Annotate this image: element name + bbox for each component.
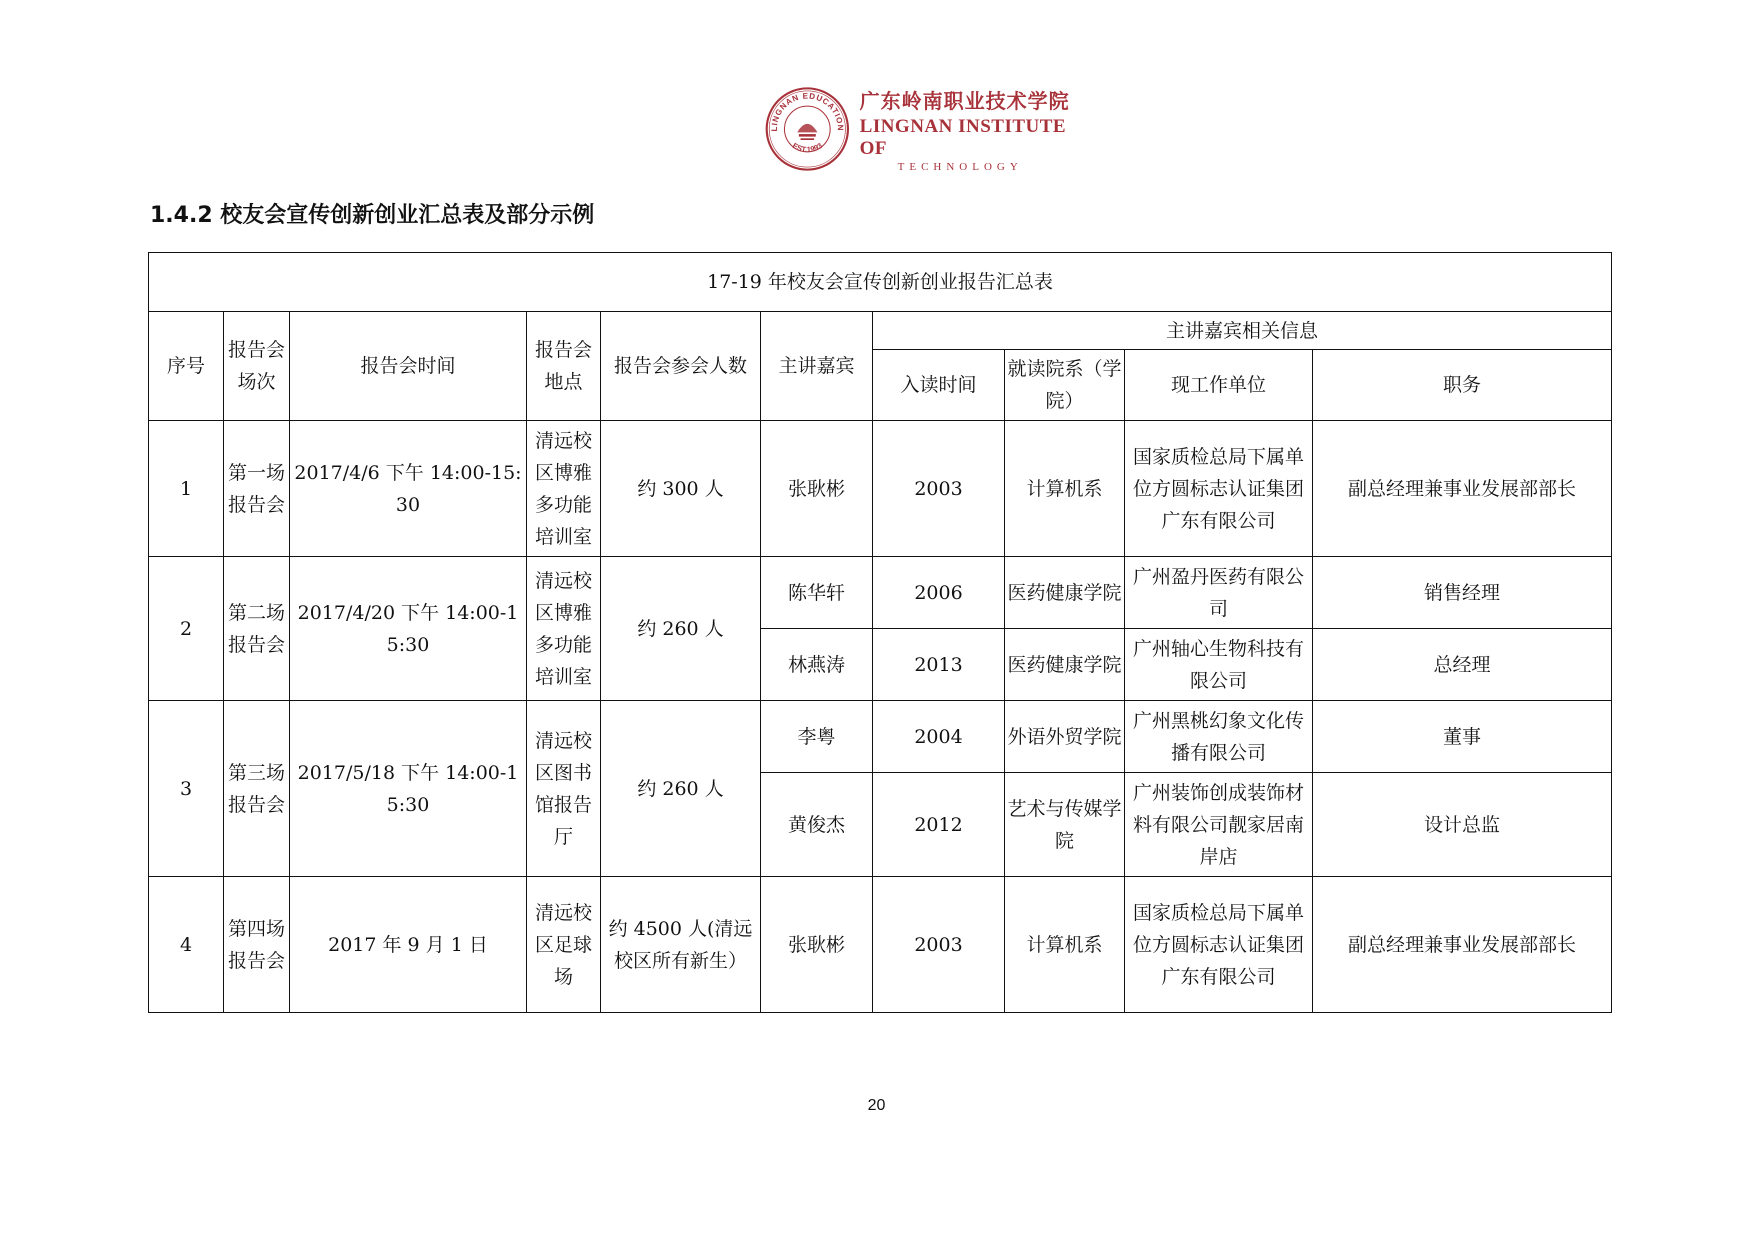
cell-enroll-year: 2013	[873, 629, 1005, 701]
cell-enroll-year: 2003	[873, 421, 1005, 557]
header-department: 就读院系（学院）	[1005, 350, 1125, 421]
header-location: 报告会地点	[527, 312, 601, 421]
header-session: 报告会场次	[224, 312, 290, 421]
cell-department: 医药健康学院	[1005, 629, 1125, 701]
cell-location: 清远校区足球场	[527, 877, 601, 1013]
cell-attendance: 约 260 人	[601, 557, 761, 701]
cell-employer: 国家质检总局下属单位方圆标志认证集团广东有限公司	[1125, 421, 1313, 557]
institute-name-cn: 广东岭南职业技术学院	[859, 89, 1070, 113]
header-speaker: 主讲嘉宾	[761, 312, 873, 421]
cell-speaker: 张耿彬	[761, 877, 873, 1013]
header-attendance: 报告会参会人数	[601, 312, 761, 421]
cell-time: 2017 年 9 月 1 日	[290, 877, 527, 1013]
cell-enroll-year: 2003	[873, 877, 1005, 1013]
institute-seal-icon	[765, 86, 850, 172]
cell-position: 设计总监	[1313, 773, 1612, 877]
cell-seq: 3	[149, 701, 224, 877]
institute-name-en-2: TECHNOLOGY	[897, 161, 1023, 173]
cell-position: 董事	[1313, 701, 1612, 773]
svg-text:LINGNAN EDUCATION: LINGNAN EDUCATION	[769, 91, 845, 132]
cell-speaker: 林燕涛	[761, 629, 873, 701]
cell-position: 副总经理兼事业发展部部长	[1313, 421, 1612, 557]
cell-department: 计算机系	[1005, 877, 1125, 1013]
svg-text:EST.1993: EST.1993	[790, 140, 824, 155]
cell-seq: 2	[149, 557, 224, 701]
section-heading: 1.4.2 校友会宣传创新创业汇总表及部分示例	[150, 203, 595, 228]
cell-department: 外语外贸学院	[1005, 701, 1125, 773]
cell-employer: 国家质检总局下属单位方圆标志认证集团广东有限公司	[1125, 877, 1313, 1013]
cell-employer: 广州盈丹医药有限公司	[1125, 557, 1313, 629]
cell-speaker: 黄俊杰	[761, 773, 873, 877]
cell-seq: 4	[149, 877, 224, 1013]
cell-session: 第一场报告会	[224, 421, 290, 557]
cell-position: 销售经理	[1313, 557, 1612, 629]
cell-enroll-year: 2012	[873, 773, 1005, 877]
cell-location: 清远校区博雅多功能培训室	[527, 421, 601, 557]
cell-enroll-year: 2006	[873, 557, 1005, 629]
cell-location: 清远校区图书馆报告厅	[527, 701, 601, 877]
cell-attendance: 约 300 人	[601, 421, 761, 557]
cell-position: 副总经理兼事业发展部部长	[1313, 877, 1612, 1013]
table-row	[149, 701, 1612, 773]
cell-department: 计算机系	[1005, 421, 1125, 557]
table-caption: 17-19 年校友会宣传创新创业报告汇总表	[149, 253, 1612, 312]
cell-attendance: 约 260 人	[601, 701, 761, 877]
table-row	[149, 421, 1612, 557]
page-number: 20	[867, 1097, 886, 1114]
header-position: 职务	[1313, 350, 1612, 421]
institute-logo	[765, 84, 1095, 174]
header-enroll-year: 入读时间	[873, 350, 1005, 421]
cell-speaker: 陈华轩	[761, 557, 873, 629]
cell-session: 第四场报告会	[224, 877, 290, 1013]
cell-session: 第二场报告会	[224, 557, 290, 701]
cell-time: 2017/5/18 下午 14:00-15:30	[290, 701, 527, 877]
cell-speaker: 张耿彬	[761, 421, 873, 557]
header-employer: 现工作单位	[1125, 350, 1313, 421]
cell-employer: 广州装饰创成装饰材料有限公司靓家居南岸店	[1125, 773, 1313, 877]
cell-department: 艺术与传媒学院	[1005, 773, 1125, 877]
cell-enroll-year: 2004	[873, 701, 1005, 773]
cell-time: 2017/4/6 下午 14:00-15:30	[290, 421, 527, 557]
cell-seq: 1	[149, 421, 224, 557]
institute-name-en: LINGNAN INSTITUTE OF	[859, 116, 1067, 159]
header-speaker-info: 主讲嘉宾相关信息	[873, 312, 1612, 350]
header-time: 报告会时间	[290, 312, 527, 421]
summary-table	[148, 252, 1612, 1013]
cell-department: 医药健康学院	[1005, 557, 1125, 629]
cell-attendance: 约 4500 人(清远校区所有新生）	[601, 877, 761, 1013]
cell-position: 总经理	[1313, 629, 1612, 701]
table-row	[149, 557, 1612, 629]
cell-speaker: 李粤	[761, 701, 873, 773]
header-seq: 序号	[149, 312, 224, 421]
cell-time: 2017/4/20 下午 14:00-15:30	[290, 557, 527, 701]
cell-session: 第三场报告会	[224, 701, 290, 877]
cell-employer: 广州黑桃幻象文化传播有限公司	[1125, 701, 1313, 773]
table-row	[149, 877, 1612, 1013]
cell-location: 清远校区博雅多功能培训室	[527, 557, 601, 701]
cell-employer: 广州轴心生物科技有限公司	[1125, 629, 1313, 701]
